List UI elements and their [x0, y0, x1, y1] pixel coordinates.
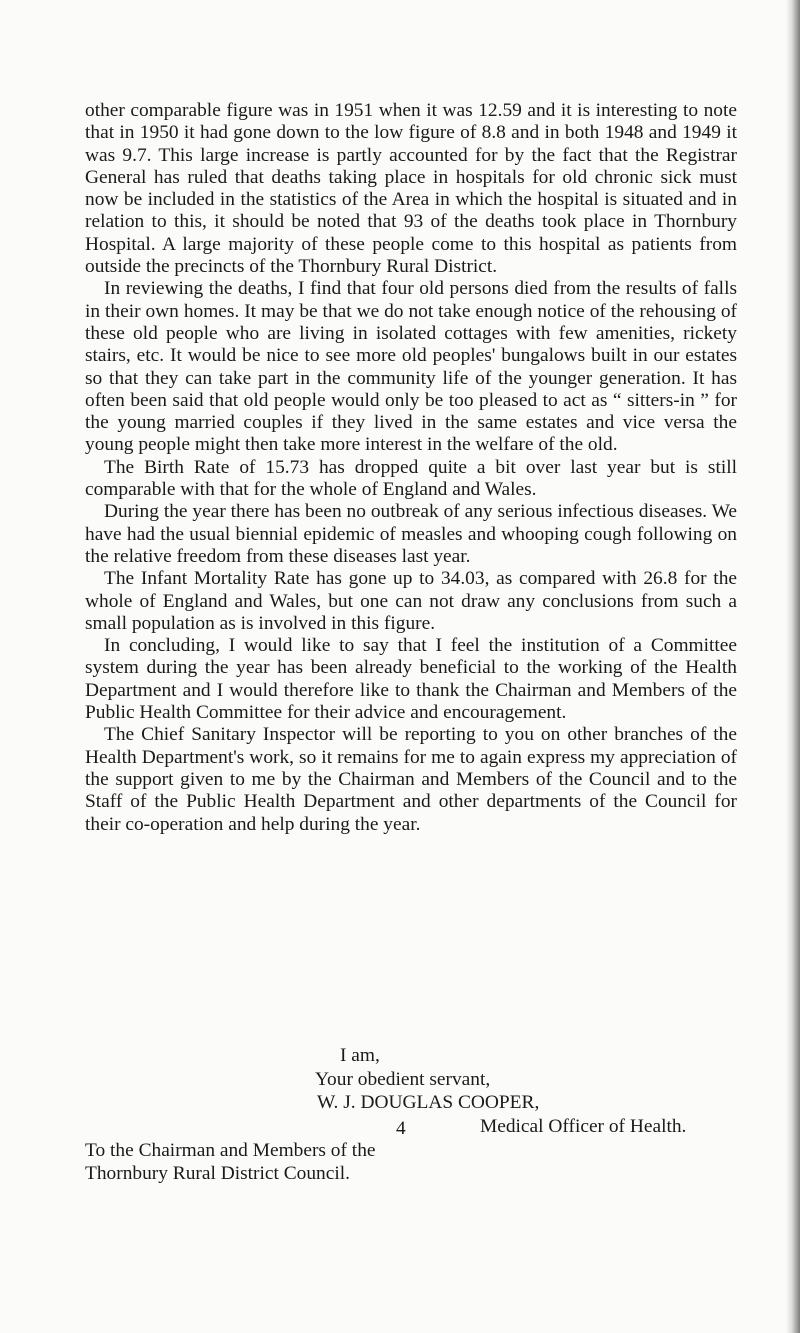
paragraph: The Chief Sanitary Inspector will be reporting to you on other branches of the Health Department's work, so it remains for me to again express my appreciation of the support given to me by the Chairman and Members of the Council and to the Staff of the Public Health Department and other departments of the Council for their co-operation and help during the year. [85, 724, 737, 835]
paragraph: The Infant Mortality Rate has gone up to 34.03, as compared with 26.8 for the whole of England and Wales, but one can not draw any conclusions from such a small population as is involved in this figure. [85, 568, 737, 634]
page-edge-shadow [786, 0, 800, 1333]
signatory-name: W. J. DOUGLAS COOPER, [317, 1092, 540, 1113]
page-number: 4 [396, 1118, 406, 1139]
addressee-line: Thornbury Rural District Council. [85, 1163, 350, 1184]
servant-line: Your obedient servant, [315, 1069, 491, 1090]
paragraph: The Birth Rate of 15.73 has dropped quite a bit over last year but is still comparable with that for the whole of England and Wales. [85, 456, 737, 501]
paragraph: other comparable figure was in 1951 when it was 12.59 and it is interesting to note that in 1950 it had gone down to the low figure of 8.8 and in both 1948 and 1949 it was 9.7. This large increase is partly accounted for by the fact that the Registrar General has ruled that deaths taking place in hospitals for old chronic sick must now be included in the statistics of the Area in which the hospital is situated and in relation to this, it should be noted that 93 of the deaths took place in Thornbury Hospital. A large majority of these people come to this hospital as patients from outside the precincts of the Thornbury Rural District. [85, 100, 737, 278]
addressee-line: To the Chairman and Members of the [85, 1140, 376, 1161]
letter-body [85, 100, 737, 836]
salutation: I am, [340, 1045, 380, 1066]
paragraph: In concluding, I would like to say that I feel the institution of a Committee system during the year has been already beneficial to the working of the Health Department and I would therefore like to thank the Chairman and Members of the Public Health Committee for their advice and encouragement. [85, 635, 737, 724]
paragraph: During the year there has been no outbreak of any serious infectious diseases. We have had the usual biennial epidemic of measles and whooping cough following on the relative freedom from these diseases last year. [85, 501, 737, 567]
signatory-title: Medical Officer of Health. [480, 1116, 687, 1137]
paragraph: In reviewing the deaths, I find that four old persons died from the results of falls in their own homes. It may be that we do not take enough notice of the rehousing of these old people who are living in isolated cottages with few amenities, rickety stairs, etc. It would be nice to see more old peoples' bungalows built in our estates so that they can take part in the community life of the younger generation. It has often been said that old people would only be too pleased to act as “ sitters-in ” for the young married couples if they lived in the same estates and vice versa the young people might then take more interest in the welfare of the old. [85, 278, 737, 456]
